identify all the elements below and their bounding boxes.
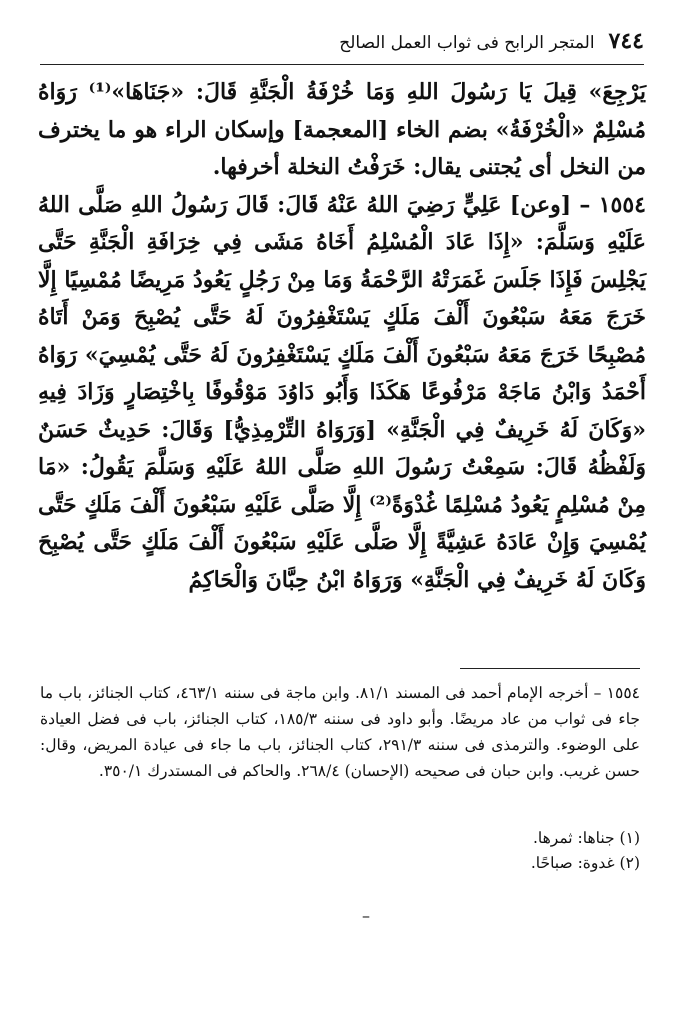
hadith-paragraph xyxy=(38,187,646,600)
paragraph-continuation: يَرْجِعَ» قِيلَ يَا رَسُولَ اللهِ وَمَا خُرْفَةُ الْجَنَّةِ قَالَ: «جَنَاهَا»⁽¹⁾ رَوَاهُ مُسْلِمٌ «الْخُرْفَةُ» بضم الخاء [المعجمة] وإسكان الراء هو ما يخترف من النخل أى يُجتنى يقال: خَرَفْتُ النخلة أخرفها. xyxy=(38,79,646,180)
footnote-block xyxy=(40,680,640,784)
hadith-number: ١٥٥٤ – xyxy=(579,191,646,218)
running-title: المتجر الرابح فى ثواب العمل الصالح xyxy=(339,33,595,53)
footnote-text: ١٥٥٤ – أخرجه الإمام أحمد فى المسند ٨١/١. وابن ماجة فى سننه ٤٦٣/١، كتاب الجنائز، باب ما جاء فى ثواب من عاد مريضًا. وأبو داود فى سننه ١٨٥/٣، كتاب الجنائز، باب فى فضل العيادة على الوضوء. والترمذى فى سننه ٢٩١/٣، كتاب الجنائز، باب ما جاء فى عيادة المريض، وقال: حسن غريب. وابن حبان فى صحيحه (الإحسان) ٢٦٨/٤. والحاكم فى المستدرك ٣٥٠/١. xyxy=(40,684,640,780)
note-item: (١) جناها: ثمرها. xyxy=(532,829,640,847)
page-header xyxy=(40,28,644,65)
page-mark: – xyxy=(362,906,370,925)
note-item: (٢) غدوة: صباحًا. xyxy=(530,854,640,872)
page-number: ٧٤٤ xyxy=(608,28,644,54)
main-text xyxy=(38,74,646,599)
glossary-notes xyxy=(300,826,640,876)
hadith-text: [وعن] عَلِيٍّ رَضِيَ اللهُ عَنْهُ قَالَ: قَالَ رَسُولُ اللهِ صَلَّى اللهُ عَلَيْهِ وَسَلَّمَ: «إِذَا عَادَ الْمُسْلِمُ أَخَاهُ مَشَى فِي خِرَافَةِ الْجَنَّةِ حَتَّى يَجْلِسَ فَإِذَا جَلَسَ غَمَرَتْهُ الرَّحْمَةُ وَمَا مِنْ رَجُلٍ يَعُودُ مَرِيضًا مُمْسِيًا إِلَّا خَرَجَ مَعَهُ سَبْعُونَ أَلْفَ مَلَكٍ يَسْتَغْفِرُونَ لَهُ حَتَّى يُصْبِحَ وَمَنْ أَتَاهُ مُصْبِحًا خَرَجَ مَعَهُ سَبْعُونَ أَلْفَ مَلَكٍ يَسْتَغْفِرُونَ لَهُ حَتَّى يُمْسِيَ» رَوَاهُ أَحْمَدُ وَابْنُ مَاجَهْ مَرْفُوعًا هَكَذَا وَأَبُو دَاوُدَ مَوْقُوفًا بِاخْتِصَارٍ وَزَادَ فِيهِ «وَكَانَ لَهُ خَرِيفٌ فِي الْجَنَّةِ» [وَرَوَاهُ التِّرْمِذِيُّ] وَقَالَ: حَدِيثٌ حَسَنٌ وَلَفْظُهُ قَالَ: سَمِعْتُ رَسُولَ اللهِ صَلَّى اللهُ عَلَيْهِ وَسَلَّمَ يَقُولُ: «مَا مِنْ مُسْلِمٍ يَعُودُ مُسْلِمًا غُدْوَةً⁽²⁾ إِلَّا صَلَّى عَلَيْهِ سَبْعُونَ أَلْفَ مَلَكٍ حَتَّى يُمْسِيَ وَإِنْ عَادَهُ عَشِيَّةً إِلَّا صَلَّى عَلَيْهِ سَبْعُونَ أَلْفَ مَلَكٍ حَتَّى يُصْبِحَ وَكَانَ لَهُ خَرِيفٌ فِي الْجَنَّةِ» وَرَوَاهُ ابْنُ حِبَّانَ وَالْحَاكِمُ xyxy=(38,191,646,593)
footnote-separator xyxy=(460,668,640,669)
